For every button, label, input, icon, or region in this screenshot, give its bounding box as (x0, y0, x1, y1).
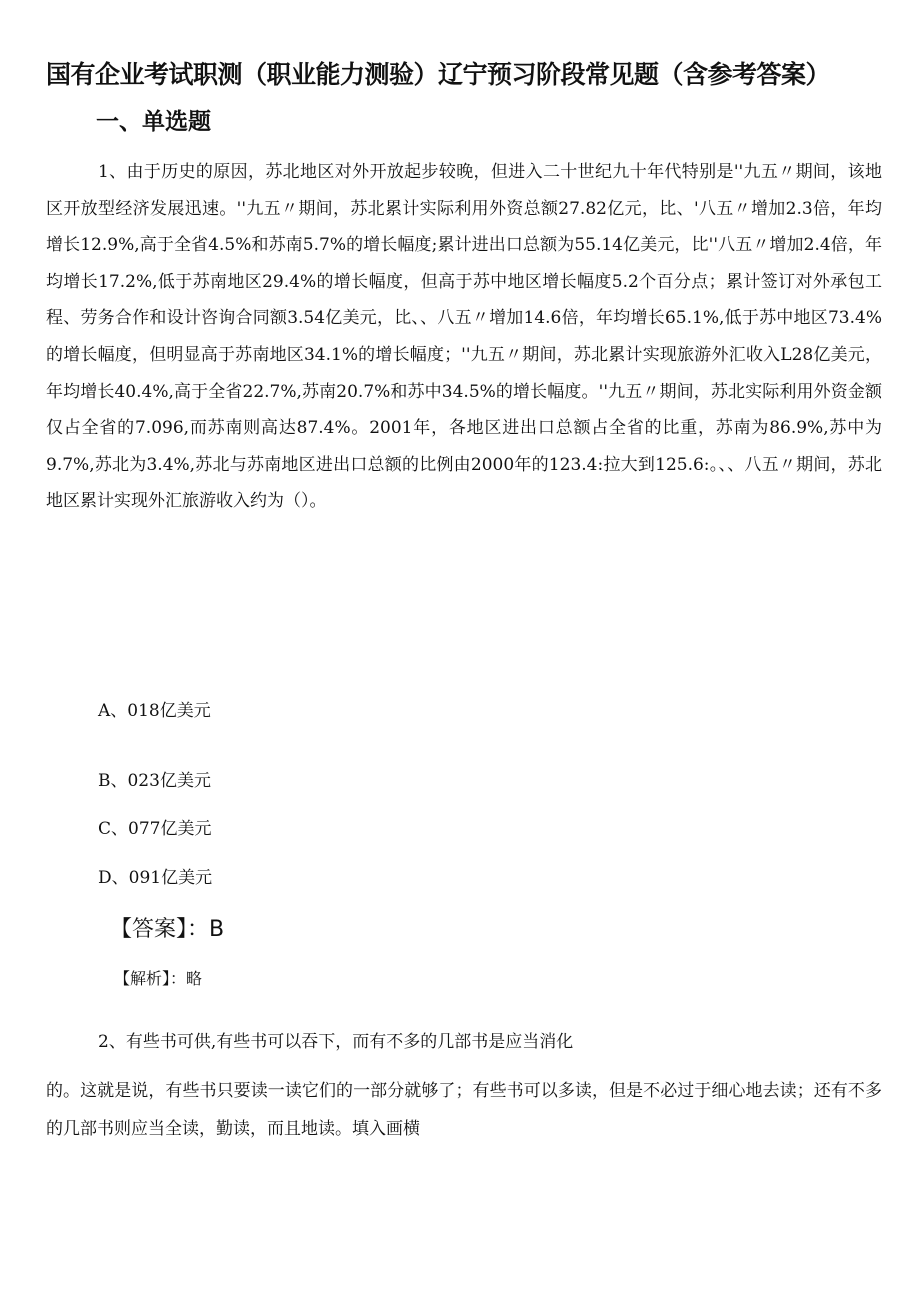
option-a: A、018亿美元 (98, 701, 211, 721)
option-b: B、023亿美元 (98, 771, 211, 791)
option-d: D、091亿美元 (98, 868, 213, 888)
question-2-first-line: 2、有些书可供,有些书可以吞下，而有不多的几部书是应当消化 (98, 1032, 574, 1052)
question-2-continued: 的。这就是说，有些书只要读一读它们的一部分就够了；有些书可以多读，但是不必过于细心地去读；还有不多的几部书则应当全读，勤读，而且地读。填入画横 (46, 1081, 882, 1139)
answer-line: 【答案】：B (110, 917, 225, 942)
document-title: 国有企业考试职测（职业能力测验）辽宁预习阶段常见题（含参考答案） (46, 60, 831, 89)
analysis-line: 【解析】：略 (114, 969, 203, 988)
question-1-stem: 1、由于历史的原因，苏北地区对外开放起步较晚，但进入二十世纪九十年代特别是''九五〃期间，该地区开放型经济发展迅速。''九五〃期间，苏北累计实际利用外资总额27.82亿元，比、'八五〃增加2.3倍，年均增长12.9%,高于全省4.5%和苏南5.7%的增长幅度;累计进出口总额为55.14亿美元，比''八五〃增加2.4倍，年均增长17.2%,低于苏南地区29.4%的增长幅度，但高于苏中地区增长幅度5.2个百分点；累计签订对外承包工程、劳务合作和设计咨询合同额3.54亿美元，比、、八五〃增加14.6倍，年均增长65.1%,低于苏中地区73.4%的增长幅度，但明显高于苏南地区34.1%的增长幅度；''九五〃期间，苏北累计实现旅游外汇收入L28亿美元，年均增长40.4%,高于全省22.7%,苏南20.7%和苏中34.5%的增长幅度。''九五〃期间，苏北实际利用外资金额仅占全省的7.096,而苏南则高达87.4%。2001年，各地区进出口总额占全省的比重，苏南为86.9%,苏中为9.7%,苏北为3.4%,苏北与苏南地区进出口总额的比例由2000年的123.4:拉大到125.6:。、、八五〃期间，苏北地区累计实现外汇旅游收入约为（）。 (46, 162, 882, 512)
section-heading: 一、单选题 (96, 109, 211, 135)
option-c: C、077亿美元 (98, 819, 212, 839)
